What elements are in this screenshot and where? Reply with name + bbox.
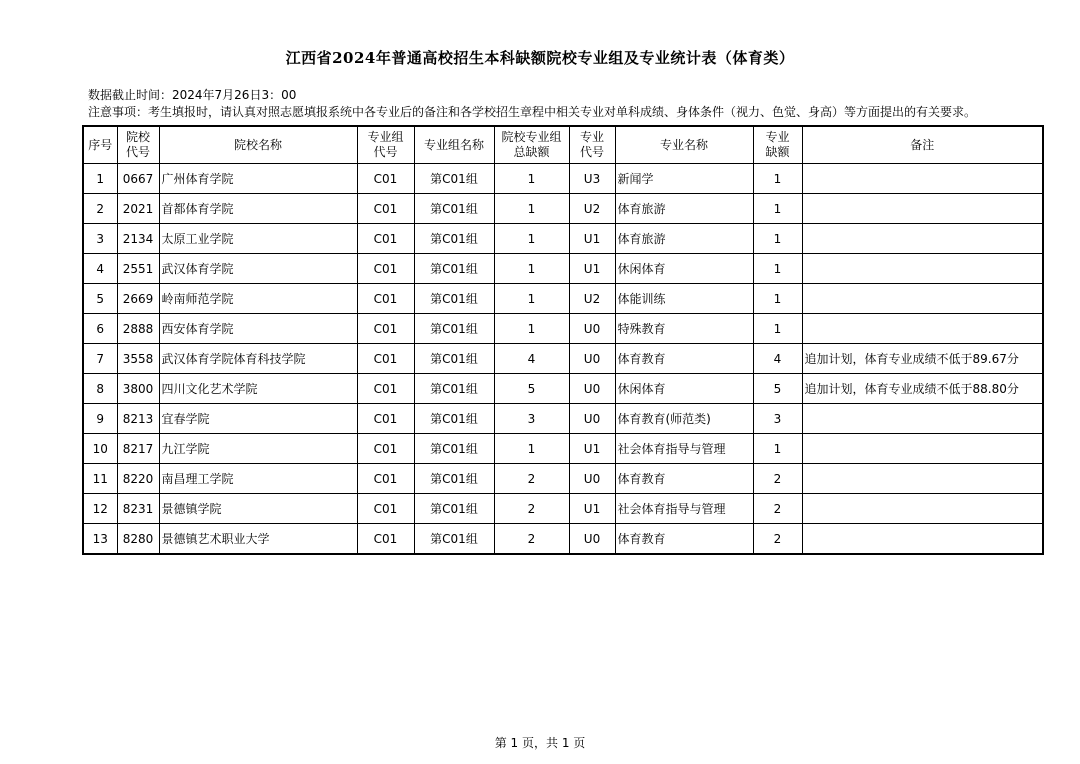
cell-group-code: C01 [357,374,414,404]
cell-school-code: 2669 [117,284,159,314]
cell-school-code: 2134 [117,224,159,254]
header-group-name: 专业组名称 [414,126,494,164]
cell-major-vacancy: 2 [753,464,802,494]
cell-major-code: U0 [569,464,615,494]
cell-school-name: 宜春学院 [159,404,357,434]
cell-major-name: 特殊教育 [615,314,753,344]
cell-group-code: C01 [357,344,414,374]
table-row [83,374,1043,404]
cell-school-code: 8220 [117,464,159,494]
cell-major-code: U1 [569,224,615,254]
cell-major-vacancy: 5 [753,374,802,404]
table-row [83,224,1043,254]
cell-remark [802,434,1043,464]
cell-school-name: 南昌理工学院 [159,464,357,494]
table-body [83,164,1043,555]
cell-remark: 追加计划，体育专业成绩不低于89.67分 [802,344,1043,374]
cell-school-name: 武汉体育学院体育科技学院 [159,344,357,374]
header-major-code: 专业 代号 [569,126,615,164]
cell-seq: 12 [83,494,117,524]
cell-seq: 2 [83,194,117,224]
data-deadline: 数据截止时间：2024年7月26日3：00 [88,88,297,102]
cell-group-vacancy: 1 [494,164,569,194]
cell-group-code: C01 [357,284,414,314]
cell-group-name: 第C01组 [414,374,494,404]
cell-group-name: 第C01组 [414,434,494,464]
cell-group-code: C01 [357,524,414,555]
cell-major-vacancy: 1 [753,254,802,284]
cell-group-code: C01 [357,434,414,464]
cell-group-vacancy: 1 [494,224,569,254]
cell-major-vacancy: 4 [753,344,802,374]
cell-group-name: 第C01组 [414,164,494,194]
cell-major-vacancy: 1 [753,224,802,254]
cell-school-code: 2551 [117,254,159,284]
cell-group-code: C01 [357,494,414,524]
header-major-name: 专业名称 [615,126,753,164]
cell-group-code: C01 [357,404,414,434]
notice-text: 注意事项：考生填报时，请认真对照志愿填报系统中各专业后的备注和各学校招生章程中相关专业对单科成绩、身体条件（视力、色觉、身高）等方面提出的有关要求。 [88,105,977,119]
cell-remark [802,284,1043,314]
cell-school-name: 首都体育学院 [159,194,357,224]
table-row [83,464,1043,494]
cell-school-name: 岭南师范学院 [159,284,357,314]
cell-major-name: 体育旅游 [615,224,753,254]
cell-major-name: 体能训练 [615,284,753,314]
table-row [83,404,1043,434]
cell-seq: 7 [83,344,117,374]
table-row [83,284,1043,314]
cell-group-code: C01 [357,254,414,284]
cell-group-vacancy: 1 [494,194,569,224]
cell-major-code: U0 [569,374,615,404]
cell-major-code: U1 [569,494,615,524]
table-row [83,344,1043,374]
cell-school-code: 3800 [117,374,159,404]
cell-seq: 9 [83,404,117,434]
cell-group-code: C01 [357,164,414,194]
cell-major-vacancy: 2 [753,524,802,555]
cell-major-code: U2 [569,194,615,224]
cell-school-code: 2021 [117,194,159,224]
cell-group-name: 第C01组 [414,464,494,494]
cell-school-name: 九江学院 [159,434,357,464]
cell-seq: 1 [83,164,117,194]
cell-school-code: 8213 [117,404,159,434]
cell-remark [802,494,1043,524]
cell-major-vacancy: 3 [753,404,802,434]
cell-major-name: 体育教育 [615,524,753,555]
header-school-name: 院校名称 [159,126,357,164]
cell-major-name: 新闻学 [615,164,753,194]
cell-school-name: 景德镇艺术职业大学 [159,524,357,555]
cell-major-vacancy: 1 [753,164,802,194]
cell-seq: 13 [83,524,117,555]
cell-group-name: 第C01组 [414,344,494,374]
cell-remark [802,164,1043,194]
table-row [83,434,1043,464]
header-major-vacancy: 专业 缺额 [753,126,802,164]
cell-group-name: 第C01组 [414,524,494,555]
cell-group-code: C01 [357,464,414,494]
cell-group-name: 第C01组 [414,284,494,314]
cell-group-vacancy: 1 [494,284,569,314]
cell-seq: 11 [83,464,117,494]
cell-major-name: 休闲体育 [615,254,753,284]
cell-school-code: 3558 [117,344,159,374]
table-row [83,194,1043,224]
cell-group-code: C01 [357,194,414,224]
cell-seq: 6 [83,314,117,344]
cell-group-vacancy: 1 [494,314,569,344]
table-row [83,254,1043,284]
cell-school-name: 西安体育学院 [159,314,357,344]
cell-group-code: C01 [357,224,414,254]
cell-remark [802,194,1043,224]
cell-school-code: 0667 [117,164,159,194]
cell-major-name: 体育旅游 [615,194,753,224]
table-row [83,164,1043,194]
cell-group-name: 第C01组 [414,254,494,284]
header-group-code: 专业组 代号 [357,126,414,164]
cell-group-name: 第C01组 [414,314,494,344]
cell-major-vacancy: 1 [753,194,802,224]
cell-group-vacancy: 1 [494,254,569,284]
document-title: 江西省2024年普通高校招生本科缺额院校专业组及专业统计表（体育类） [285,49,795,67]
cell-major-code: U2 [569,284,615,314]
cell-major-name: 社会体育指导与管理 [615,494,753,524]
cell-school-name: 太原工业学院 [159,224,357,254]
cell-group-vacancy: 5 [494,374,569,404]
cell-group-code: C01 [357,314,414,344]
cell-major-code: U3 [569,164,615,194]
table-row [83,314,1043,344]
cell-major-code: U1 [569,254,615,284]
vacancy-table [82,125,1044,555]
cell-group-vacancy: 2 [494,494,569,524]
cell-school-name: 景德镇学院 [159,494,357,524]
cell-major-code: U0 [569,524,615,555]
cell-seq: 5 [83,284,117,314]
cell-seq: 4 [83,254,117,284]
cell-group-vacancy: 1 [494,434,569,464]
header-remark: 备注 [802,126,1043,164]
cell-school-code: 8231 [117,494,159,524]
cell-remark [802,524,1043,555]
cell-group-name: 第C01组 [414,194,494,224]
cell-seq: 8 [83,374,117,404]
cell-major-vacancy: 1 [753,314,802,344]
cell-remark [802,314,1043,344]
cell-school-name: 武汉体育学院 [159,254,357,284]
cell-major-vacancy: 1 [753,434,802,464]
cell-remark [802,254,1043,284]
page-footer: 第 1 页，共 1 页 [494,736,586,750]
cell-school-name: 广州体育学院 [159,164,357,194]
cell-major-vacancy: 2 [753,494,802,524]
cell-school-code: 2888 [117,314,159,344]
cell-group-vacancy: 2 [494,464,569,494]
cell-remark: 追加计划，体育专业成绩不低于88.80分 [802,374,1043,404]
cell-remark [802,464,1043,494]
cell-group-vacancy: 4 [494,344,569,374]
cell-major-name: 社会体育指导与管理 [615,434,753,464]
cell-seq: 10 [83,434,117,464]
cell-remark [802,404,1043,434]
table-header-row [83,126,1043,164]
cell-group-name: 第C01组 [414,404,494,434]
header-school-code: 院校 代号 [117,126,159,164]
cell-major-name: 体育教育 [615,464,753,494]
cell-remark [802,224,1043,254]
cell-group-name: 第C01组 [414,494,494,524]
header-group-vacancy: 院校专业组 总缺额 [494,126,569,164]
cell-major-code: U0 [569,344,615,374]
cell-major-code: U0 [569,314,615,344]
cell-seq: 3 [83,224,117,254]
cell-major-code: U0 [569,404,615,434]
cell-group-vacancy: 2 [494,524,569,555]
table-row [83,524,1043,555]
cell-group-name: 第C01组 [414,224,494,254]
table-row [83,494,1043,524]
cell-group-vacancy: 3 [494,404,569,434]
header-seq: 序号 [83,126,117,164]
cell-major-name: 体育教育(师范类) [615,404,753,434]
cell-major-code: U1 [569,434,615,464]
cell-school-code: 8280 [117,524,159,555]
cell-major-name: 体育教育 [615,344,753,374]
cell-major-vacancy: 1 [753,284,802,314]
cell-school-code: 8217 [117,434,159,464]
cell-school-name: 四川文化艺术学院 [159,374,357,404]
cell-major-name: 休闲体育 [615,374,753,404]
